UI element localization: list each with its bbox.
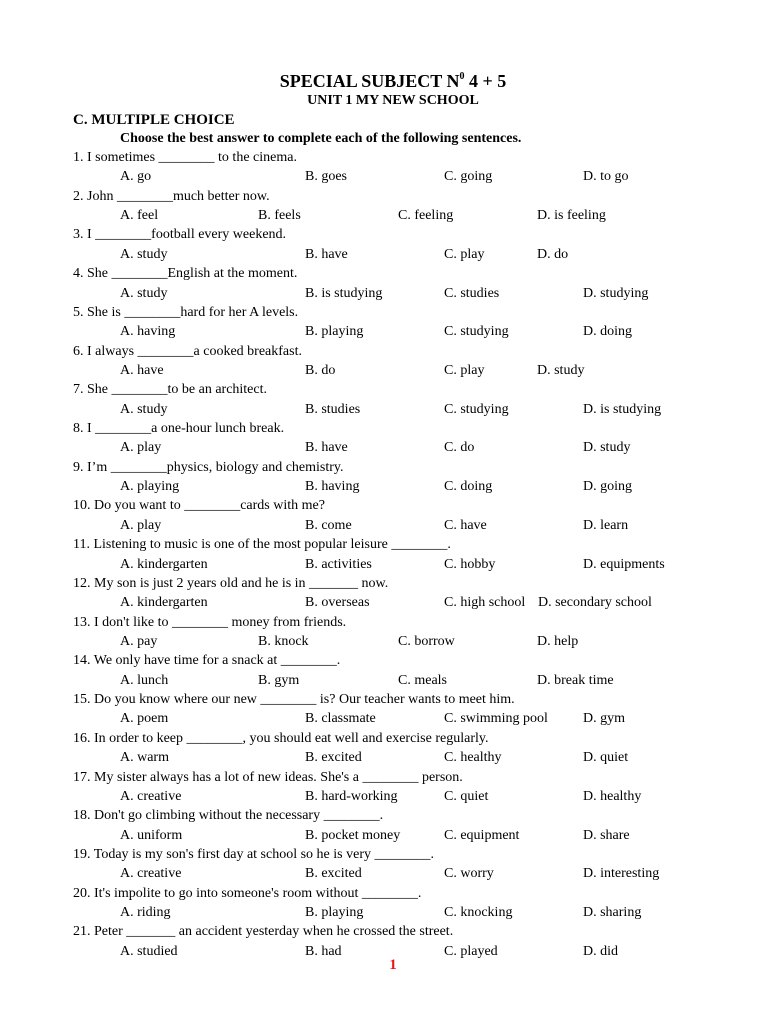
option-b[interactable]: B. excited [305, 866, 362, 882]
question-stem: 21. Peter _______ an accident yesterday when he crossed the street. [73, 924, 454, 940]
question-stem: 5. She is ________hard for her A levels. [73, 304, 299, 320]
option-a[interactable]: A. warm [120, 750, 169, 766]
option-b[interactable]: B. hard-working [305, 788, 398, 804]
question-list [73, 149, 753, 962]
option-d[interactable]: D. equipments [583, 556, 665, 572]
question-item [73, 188, 753, 227]
option-b[interactable]: B. pocket money [305, 827, 401, 843]
option-b[interactable]: B. is studying [305, 285, 383, 301]
option-a[interactable]: A. study [120, 246, 168, 262]
question-item [73, 459, 753, 498]
option-d[interactable]: D. doing [583, 324, 632, 340]
question-stem: 19. Today is my son's first day at school so he is very ________. [73, 846, 434, 862]
answer-options [73, 323, 753, 342]
option-d[interactable]: D. is feeling [537, 208, 606, 224]
option-c[interactable]: C. worry [444, 866, 494, 882]
option-b[interactable]: B. have [305, 440, 348, 456]
answer-options [73, 362, 753, 381]
option-c[interactable]: C. hobby [444, 556, 496, 572]
question-stem: 16. In order to keep ________, you should eat well and exercise regularly. [73, 730, 489, 746]
answer-options [73, 904, 753, 923]
option-b[interactable]: B. have [305, 246, 348, 262]
option-c[interactable]: C. play [444, 246, 485, 262]
option-a[interactable]: A. studied [120, 943, 178, 959]
question-stem: 7. She ________to be an architect. [73, 382, 268, 398]
option-a[interactable]: A. study [120, 285, 168, 301]
page-number: 1 [389, 957, 397, 973]
question-item [73, 343, 753, 382]
option-c[interactable]: C. studying [444, 401, 509, 417]
answer-options [73, 168, 753, 187]
option-d[interactable]: D. break time [537, 672, 614, 688]
option-b[interactable]: B. classmate [305, 711, 376, 727]
answer-options [73, 517, 753, 536]
page-title: SPECIAL SUBJECT $N^0$ 4 + 5 [279, 71, 507, 91]
question-item [73, 691, 753, 730]
title-superscript: 0 [459, 71, 465, 82]
section-heading: C. MULTIPLE CHOICE [73, 112, 235, 128]
question-item [73, 420, 753, 459]
unit-title: UNIT 1 MY NEW SCHOOL [307, 93, 479, 108]
question-stem: 1. I sometimes ________ to the cinema. [73, 150, 297, 165]
question-item [73, 536, 753, 575]
question-item [73, 575, 753, 614]
question-item [73, 652, 753, 691]
question-stem: 2. John ________much better now. [73, 188, 270, 204]
question-item [73, 304, 753, 343]
option-a[interactable]: A. play [120, 517, 162, 533]
option-b[interactable]: B. activities [305, 556, 372, 572]
option-c[interactable]: C. equipment [444, 827, 520, 843]
answer-options [73, 865, 753, 884]
instruction-text: Choose the best answer to complete each of the following sentences. [120, 131, 522, 146]
option-a[interactable]: A. go [120, 169, 152, 185]
option-c[interactable]: C. studying [444, 324, 509, 340]
question-stem: 3. I ________football every weekend. [73, 227, 287, 243]
option-d[interactable]: D. is studying [583, 401, 662, 417]
answer-options [73, 594, 753, 613]
option-c[interactable]: C. have [444, 517, 487, 533]
question-stem: 10. Do you want to ________cards with me? [73, 498, 325, 514]
option-a[interactable]: A. poem [120, 711, 169, 727]
option-b[interactable]: B. do [305, 362, 336, 378]
question-stem: 15. Do you know where our new ________ is? Our teacher wants to meet him. [73, 692, 515, 708]
answer-options [73, 710, 753, 729]
answer-options [73, 246, 753, 265]
option-c[interactable]: C. high school [444, 595, 526, 611]
question-item [73, 149, 753, 188]
option-a[interactable]: A. uniform [120, 827, 183, 843]
option-b[interactable]: B. overseas [305, 595, 370, 611]
option-a[interactable]: A. have [120, 362, 164, 378]
question-item [73, 614, 753, 653]
option-a[interactable]: A. kindergarten [120, 556, 208, 572]
option-d[interactable]: D. studying [583, 285, 649, 301]
answer-options [73, 633, 753, 652]
option-c[interactable]: C. healthy [444, 750, 502, 766]
answer-options [73, 285, 753, 304]
option-c[interactable]: C. going [444, 169, 493, 185]
option-a[interactable]: A. having [120, 324, 176, 340]
answer-options [73, 556, 753, 575]
option-a[interactable]: A. creative [120, 788, 182, 804]
question-stem: 11. Listening to music is one of the most popular leisure ________. [73, 537, 451, 553]
option-d[interactable]: D. study [537, 362, 585, 378]
question-item [73, 807, 753, 846]
option-c[interactable]: C. borrow [398, 633, 455, 649]
option-a[interactable]: A. lunch [120, 672, 169, 688]
option-c[interactable]: C. doing [444, 479, 493, 495]
option-a[interactable]: A. feel [120, 208, 159, 224]
option-c[interactable]: C. studies [444, 285, 500, 301]
answer-options [73, 401, 753, 420]
option-c[interactable]: C. played [444, 943, 498, 959]
option-b[interactable]: B. come [305, 517, 352, 533]
answer-options [73, 672, 753, 691]
option-d[interactable]: D. do [537, 246, 569, 262]
question-item [73, 769, 753, 808]
question-item [73, 846, 753, 885]
option-b[interactable]: B. excited [305, 750, 362, 766]
option-d[interactable]: D. did [583, 943, 618, 959]
answer-options [73, 439, 753, 458]
option-b[interactable]: B. knock [258, 633, 309, 649]
option-d[interactable]: D. to go [583, 169, 629, 185]
question-item [73, 885, 753, 924]
option-b[interactable]: B. having [305, 479, 360, 495]
option-d[interactable]: D. healthy [583, 788, 642, 804]
question-item [73, 381, 753, 420]
option-d[interactable]: D. study [583, 440, 631, 456]
option-b[interactable]: B. studies [305, 401, 361, 417]
option-c[interactable]: C. quiet [444, 788, 489, 804]
option-a[interactable]: A. kindergarten [120, 595, 208, 611]
question-stem: 12. My son is just 2 years old and he is in _______ now. [73, 575, 389, 591]
question-stem: 13. I don't like to ________ money from friends. [73, 614, 347, 630]
question-stem: 8. I ________a one-hour lunch break. [73, 421, 285, 437]
option-a[interactable]: A. pay [120, 633, 158, 649]
question-stem: 17. My sister always has a lot of new ideas. She's a ________ person. [73, 769, 463, 785]
question-item [73, 497, 753, 536]
answer-options [73, 207, 753, 226]
question-stem: 18. Don't go climbing without the necessary ________. [73, 808, 384, 824]
question-item [73, 226, 753, 265]
answer-options [73, 827, 753, 846]
question-stem: 9. I’m ________physics, biology and chemistry. [73, 459, 344, 475]
option-d[interactable]: D. quiet [583, 750, 629, 766]
answer-options [73, 478, 753, 497]
option-b[interactable]: B. had [305, 943, 342, 959]
option-d[interactable]: D. learn [583, 517, 629, 533]
option-c[interactable]: C. knocking [444, 905, 513, 921]
option-d[interactable]: D. interesting [583, 866, 660, 882]
question-stem: 4. She ________English at the moment. [73, 266, 298, 282]
option-d[interactable]: D. secondary school [538, 595, 652, 611]
option-d[interactable]: D. sharing [583, 905, 642, 921]
option-b[interactable]: B. feels [258, 208, 301, 224]
option-a[interactable]: A. playing [120, 479, 180, 495]
option-d[interactable]: D. going [583, 479, 632, 495]
question-item [73, 265, 753, 304]
option-b[interactable]: B. goes [305, 169, 347, 185]
option-d[interactable]: D. share [583, 827, 630, 843]
option-b[interactable]: B. gym [258, 672, 300, 688]
question-item [73, 730, 753, 769]
option-b[interactable]: B. playing [305, 905, 364, 921]
option-b[interactable]: B. playing [305, 324, 364, 340]
option-c[interactable]: C. meals [398, 672, 447, 688]
option-a[interactable]: A. study [120, 401, 168, 417]
option-c[interactable]: C. swimming pool [444, 711, 548, 727]
question-stem: 20. It's impolite to go into someone's room without ________. [73, 885, 422, 901]
option-c[interactable]: C. feeling [398, 208, 454, 224]
option-c[interactable]: C. do [444, 440, 475, 456]
question-stem: 14. We only have time for a snack at ________. [73, 653, 341, 669]
answer-options [73, 788, 753, 807]
option-d[interactable]: D. help [537, 633, 579, 649]
question-stem: 6. I always ________a cooked breakfast. [73, 343, 302, 359]
option-a[interactable]: A. riding [120, 905, 171, 921]
option-a[interactable]: A. play [120, 440, 162, 456]
option-a[interactable]: A. creative [120, 866, 182, 882]
option-c[interactable]: C. play [444, 362, 485, 378]
option-d[interactable]: D. gym [583, 711, 625, 727]
answer-options [73, 749, 753, 768]
